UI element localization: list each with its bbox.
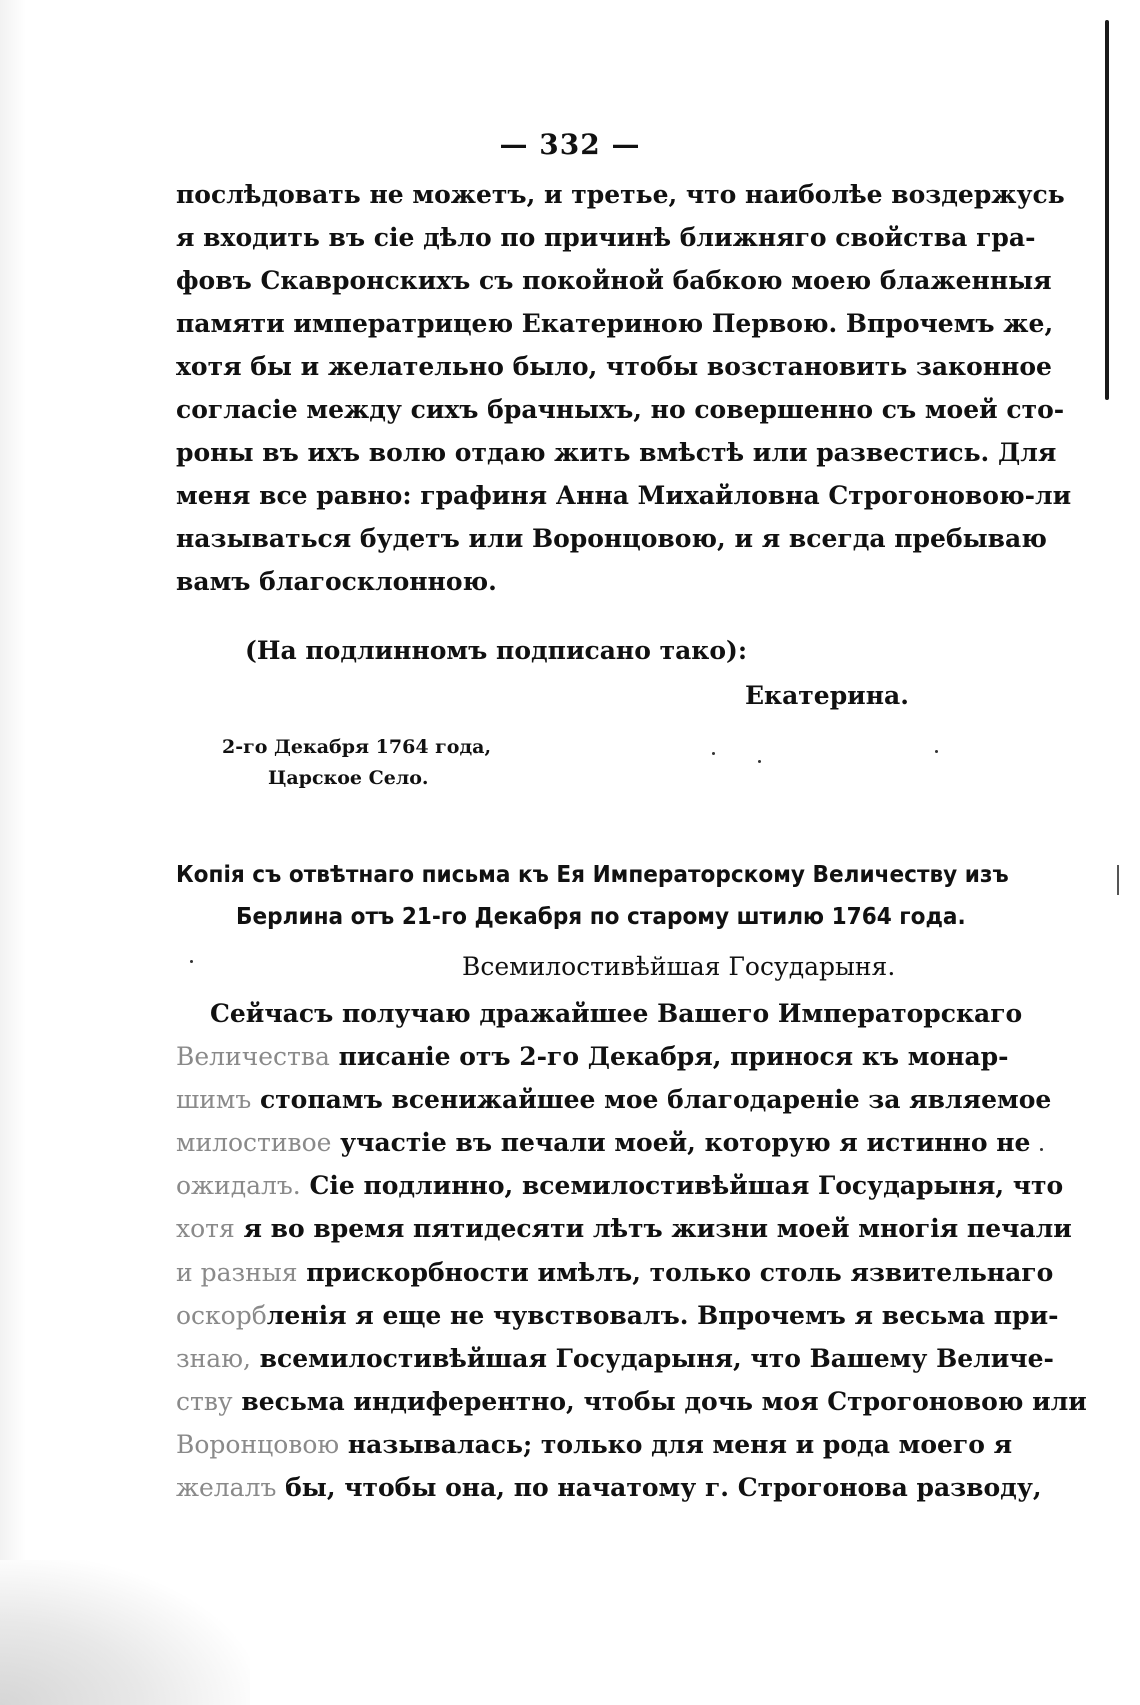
text-line: и разныя прискорбности имѣлъ, только столь язвительнаго <box>176 1257 1054 1287</box>
text-line: называться будетъ или Воронцовою, и я всегда пребываю <box>176 524 1047 553</box>
scan-edge-tick <box>1117 865 1119 895</box>
text-line: милостивое участіе въ печали моей, которую я истинно не <box>176 1128 1031 1158</box>
text-line: памяти императрицею Екатериною Первою. Впрочемъ же, <box>176 309 1054 338</box>
text-line: роны въ ихъ волю отдаю жить вмѣстѣ или развестись. Для <box>176 438 1057 467</box>
text-line: ожидалъ. Сіе подлинно, всемилостивѣйшая Государыня, что <box>176 1171 1064 1201</box>
text-line: желалъ бы, чтобы она, по начатому г. Строгонова разводу, <box>176 1473 1042 1503</box>
scan-speck <box>1040 1148 1043 1151</box>
text-line: Воронцовою называлась; только для меня и рода моего я <box>176 1429 1013 1459</box>
text-line: Величества писаніе отъ 2-го Декабря, принося къ монар- <box>176 1042 1009 1072</box>
text-line: согласіе между сихъ брачныхъ, но совершенно съ моей сто- <box>176 395 1065 424</box>
text-line: шимъ стопамъ всенижайшее мое благодареніе за являемое <box>176 1085 1052 1115</box>
letter-heading: Копія съ отвѣтнаго письма къ Ея Императорскому Величеству изъ <box>176 862 1009 888</box>
scan-speck <box>712 752 715 755</box>
page-number: — 332 — <box>499 128 641 161</box>
text-line: ству весьма индиферентно, чтобы дочь моя Строгоновою или <box>176 1386 1087 1416</box>
text-line: Сейчасъ получаю дражайшее Вашего Императорскаго <box>210 999 1023 1028</box>
text-line: оскорбленія я еще не чувствовалъ. Впрочемъ я весьма при- <box>176 1300 1059 1330</box>
signature: Екатерина. <box>745 681 909 710</box>
paragraph-continued <box>176 173 1072 603</box>
reply-letter-body <box>176 992 1087 1509</box>
signature-intro: (На подлинномъ подписано тако): <box>245 636 748 665</box>
scan-speck <box>935 750 938 753</box>
text-line: хотя бы и желательно было, чтобы возстановить законное <box>176 352 1052 381</box>
text-line: я входить въ сіе дѣло по причинѣ ближняго свойства гра- <box>176 223 1036 252</box>
text-line: знаю, всемилостивѣйшая Государыня, что Вашему Величе- <box>176 1343 1054 1373</box>
page-gutter-shadow <box>0 0 26 1705</box>
text-line: послѣдовать не можетъ, и третье, что наиболѣе воздержусь <box>176 180 1065 209</box>
text-line: фовъ Скавронскихъ съ покойной бабкою моею блаженныя <box>176 266 1052 295</box>
salutation: Всемилостивѣйшая Государыня. <box>462 952 896 981</box>
text-line: хотя я во время пятидесяти лѣтъ жизни моей многія печали <box>176 1214 1072 1244</box>
scan-speck <box>190 960 193 963</box>
letter-date: 2-го Декабря 1764 года, <box>222 736 492 758</box>
letter-place: Царское Село. <box>268 767 429 789</box>
letter-heading-line-2: Берлина отъ 21-го Декабря по старому штилю 1764 года. <box>236 904 966 930</box>
text-line: вамъ благосклонною. <box>176 567 497 596</box>
corner-smudge <box>0 1560 250 1705</box>
scan-edge-line <box>1105 20 1109 400</box>
scan-speck <box>758 760 761 763</box>
text-line: меня все равно: графиня Анна Михайловна Строгоновою-ли <box>176 481 1072 510</box>
